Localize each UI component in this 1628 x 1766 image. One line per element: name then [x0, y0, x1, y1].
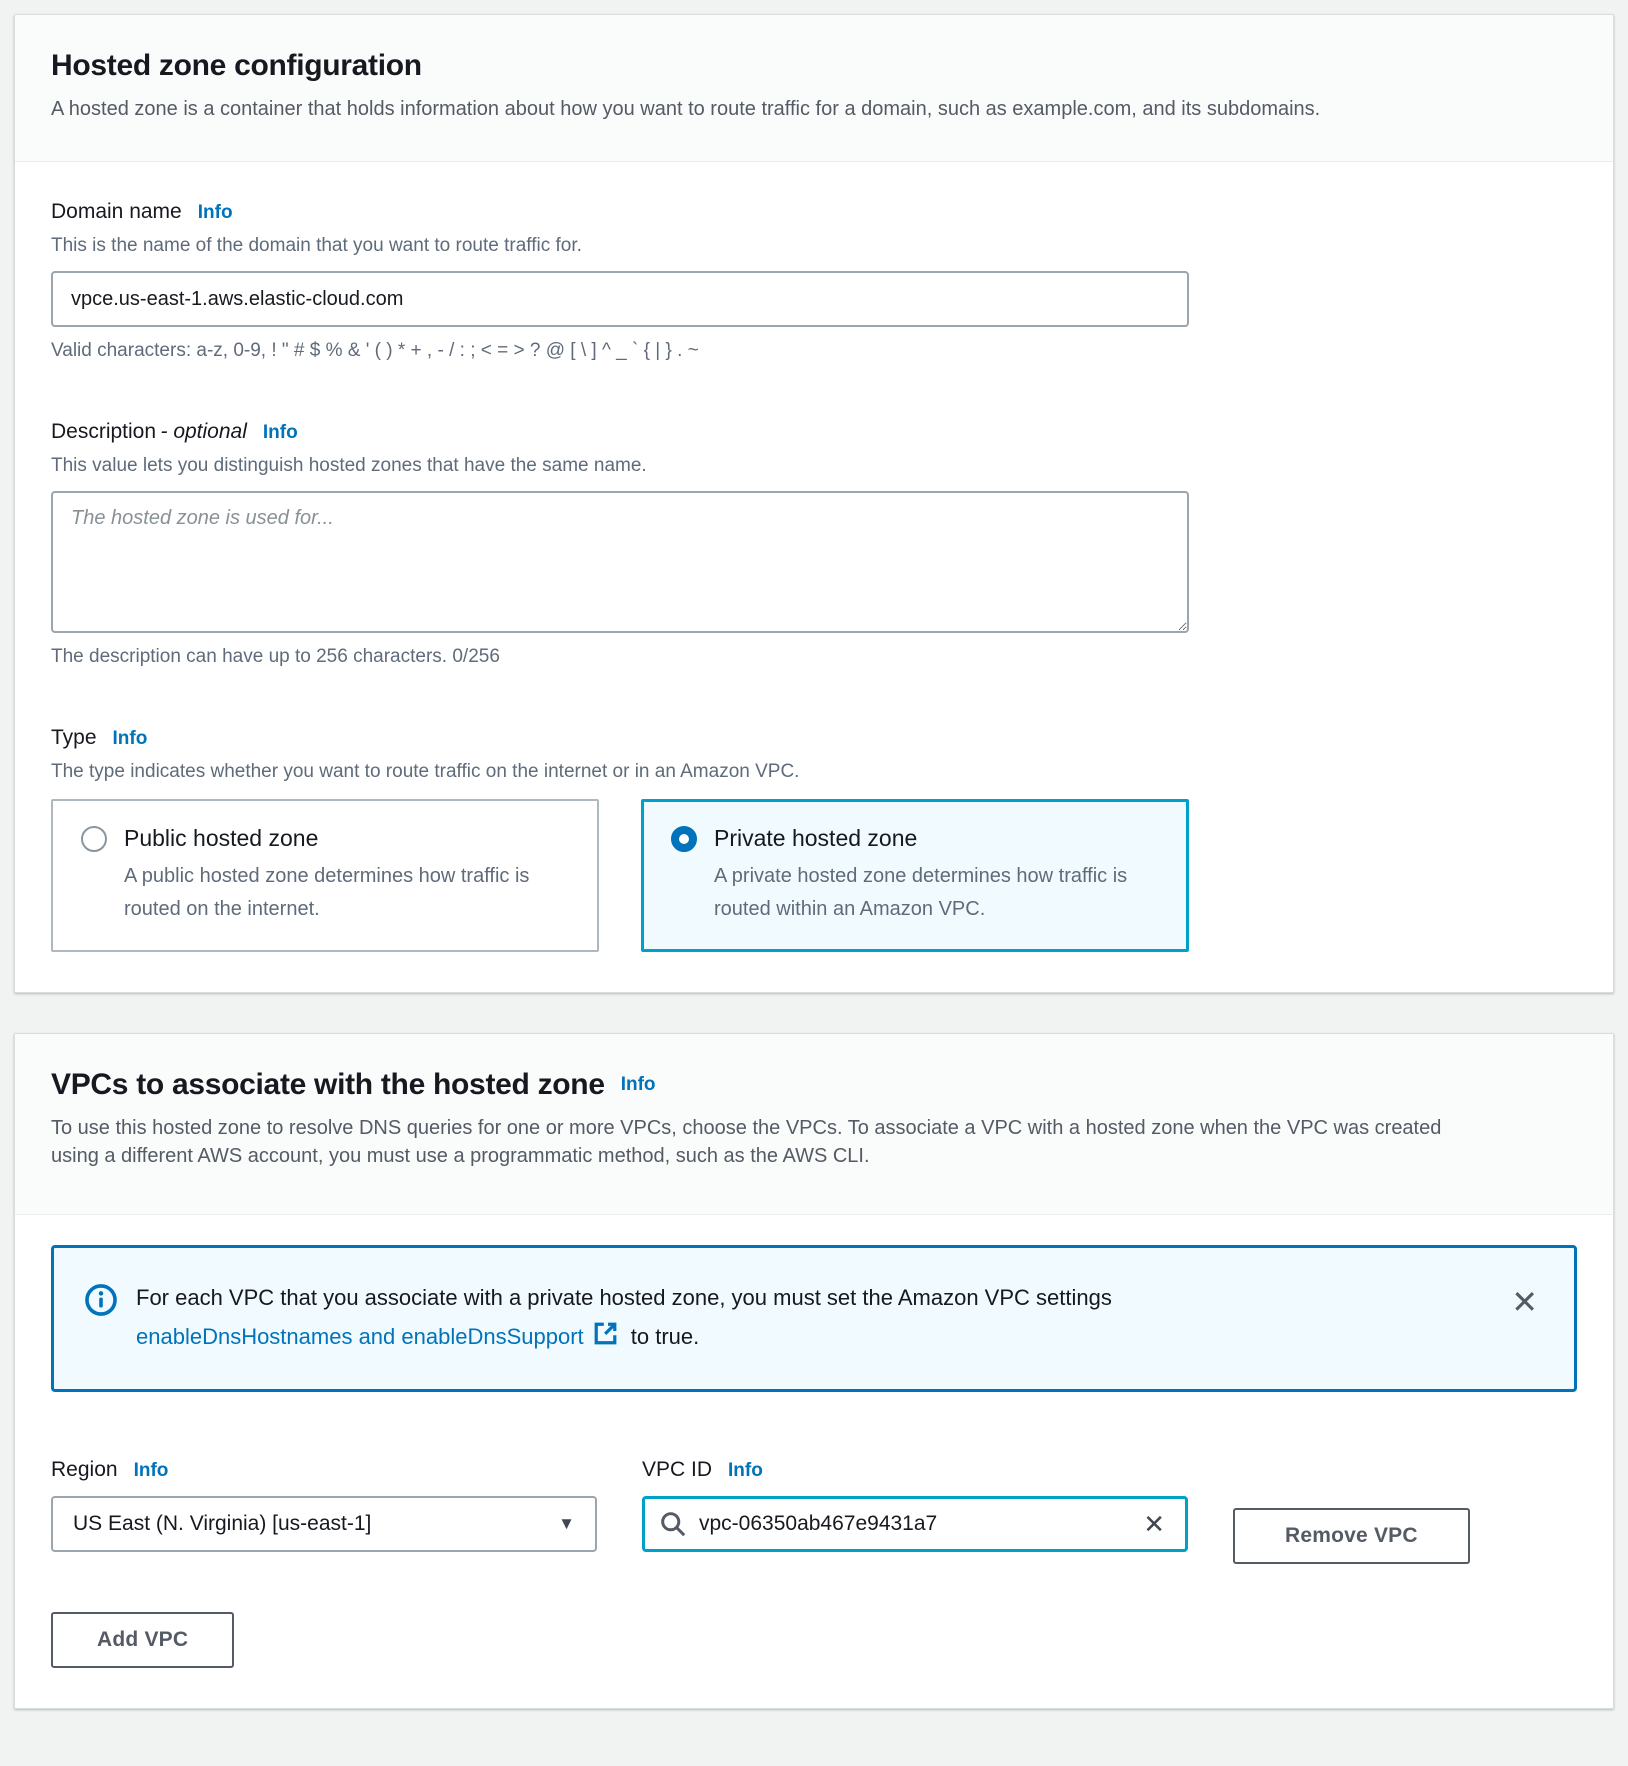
external-link-icon[interactable]: [592, 1327, 619, 1352]
vpc-id-label: VPC ID: [642, 1458, 713, 1481]
vpc-id-column: [642, 1456, 1188, 1552]
domain-name-label: Domain name: [51, 200, 182, 223]
vpc-settings-info-alert: [51, 1245, 1577, 1392]
public-hosted-zone-option: [81, 825, 569, 852]
remove-vpc-button[interactable]: Remove VPC: [1233, 1508, 1470, 1564]
private-hosted-zone-label: Private hosted zone: [714, 825, 918, 851]
description-label: Description: [51, 420, 157, 443]
vpcs-card-body: [15, 1215, 1613, 1708]
vpcs-card-header: [15, 1034, 1613, 1215]
type-label: Type: [51, 726, 97, 749]
type-field-group: [51, 724, 1577, 952]
vpcs-card-title: VPCs to associate with the hosted zone: [51, 1068, 605, 1101]
alert-text-after: to true.: [630, 1324, 700, 1349]
hosted-zone-card-header: [15, 15, 1613, 162]
description-info-link[interactable]: Info: [262, 422, 298, 443]
domain-name-input[interactable]: [51, 271, 1189, 327]
public-hosted-zone-tile[interactable]: [51, 799, 599, 952]
type-info-link[interactable]: Info: [112, 728, 148, 749]
add-vpc-button[interactable]: Add VPC: [51, 1612, 234, 1668]
region-info-link[interactable]: Info: [133, 1460, 169, 1481]
private-hosted-zone-description: A private hosted zone determines how traffic is routed within an Amazon VPC.: [714, 865, 1128, 920]
public-hosted-zone-description: A public hosted zone determines how traffic is routed on the internet.: [124, 865, 530, 920]
type-help-text: The type indicates whether you want to route traffic on the internet or in an Amazon VPC.: [51, 761, 800, 782]
region-label: Region: [51, 1458, 118, 1481]
vpc-id-input[interactable]: [697, 1511, 1137, 1537]
description-textarea[interactable]: [51, 491, 1189, 633]
description-field-group: [51, 418, 1577, 670]
hosted-zone-card-description: A hosted zone is a container that holds information about how you want to route traffic for a domain, such as example.com, and its subdomains.: [51, 98, 1321, 120]
public-hosted-zone-label: Public hosted zone: [124, 825, 319, 851]
region-selected-value: US East (N. Virginia) [us-east-1]: [73, 1512, 372, 1535]
clear-input-icon[interactable]: ✕: [1143, 1508, 1165, 1539]
private-hosted-zone-option: [671, 825, 1159, 852]
description-help-text: This value lets you distinguish hosted zones that have the same name.: [51, 455, 647, 476]
vpcs-card-info-link[interactable]: Info: [620, 1074, 656, 1095]
private-hosted-zone-tile[interactable]: [641, 799, 1189, 952]
description-constraint-text: The description can have up to 256 characters. 0/256: [51, 646, 500, 667]
type-radio-tiles: [51, 799, 1577, 952]
hosted-zone-card-title: Hosted zone configuration: [51, 49, 422, 82]
region-select[interactable]: [51, 1496, 597, 1552]
vpcs-card-title-row: [51, 1068, 1577, 1102]
chevron-down-icon: ▼: [558, 1514, 575, 1533]
info-circle-icon: [84, 1283, 118, 1322]
region-column: [51, 1456, 597, 1552]
vpcs-associate-card: [14, 1033, 1614, 1709]
private-hosted-zone-radio-selected[interactable]: [671, 826, 697, 852]
domain-name-field-group: [51, 198, 1577, 364]
domain-name-help-text: This is the name of the domain that you want to route traffic for.: [51, 235, 582, 256]
public-hosted-zone-radio[interactable]: [81, 826, 107, 852]
hosted-zone-card-body: [15, 162, 1613, 992]
domain-name-constraint-text: Valid characters: a-z, 0-9, ! " # $ % & ' ( ) * + , - / : ; < = > ? @ [ \ ] ^ _ ` { | } . ~: [51, 340, 699, 361]
description-optional-label: - optional: [160, 420, 247, 443]
enable-dns-settings-link[interactable]: enableDnsHostnames and enableDnsSupport: [136, 1324, 584, 1349]
vpc-id-info-link[interactable]: Info: [728, 1460, 763, 1481]
vpcs-card-description: To use this hosted zone to resolve DNS queries for one or more VPCs, choose the VPCs. To associate a VPC with a hosted zone when the VPC was created using a different AWS account, you must use a programmatic method, such as the AWS CLI.: [51, 1117, 1442, 1167]
vpc-association-row: [51, 1456, 1577, 1564]
hosted-zone-configuration-card: [14, 14, 1614, 993]
alert-close-icon[interactable]: ✕: [1511, 1284, 1538, 1320]
vpc-id-search-box: [642, 1496, 1188, 1552]
search-icon: [659, 1510, 687, 1538]
alert-text-before: For each VPC that you associate with a private hosted zone, you must set the Amazon VPC settings: [136, 1285, 1112, 1310]
alert-message: [136, 1278, 1426, 1359]
domain-name-info-link[interactable]: Info: [197, 202, 233, 223]
